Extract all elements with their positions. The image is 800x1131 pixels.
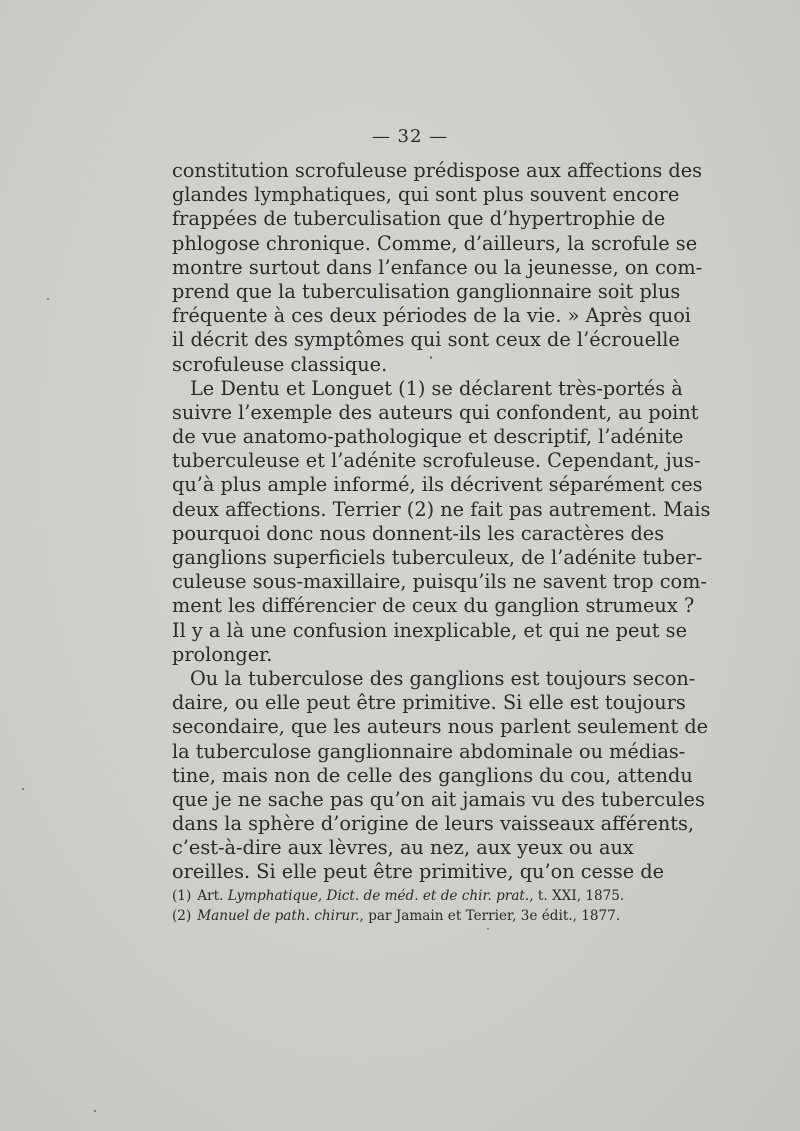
text-line: suivre l’exemple des auteurs qui confondent, au point bbox=[172, 400, 699, 424]
text-line: deux affections. Terrier (2) ne fait pas autrement. Mais bbox=[172, 497, 711, 521]
paper-speck bbox=[47, 298, 49, 300]
footnote-number: (1) bbox=[172, 888, 192, 904]
paper-speck bbox=[22, 788, 24, 790]
footnote-prefix: Art. bbox=[197, 888, 228, 904]
text-line: secondaire, que les auteurs nous parlent seulement de bbox=[172, 715, 709, 739]
text-line: qu’à plus ample informé, ils décrivent séparément ces bbox=[172, 473, 703, 497]
footnote-details: , par Jamain et Terrier, 3e édit., 1877. bbox=[359, 908, 621, 924]
text-line: ment les différencier de ceux du ganglion strumeux ? bbox=[172, 594, 695, 618]
text-line: frappées de tuberculisation que d’hypertrophie de bbox=[172, 207, 666, 231]
text-line: c’est-à-dire aux lèvres, au nez, aux yeux ou aux bbox=[172, 836, 634, 860]
text-line: scrofuleuse classique. bbox=[172, 352, 388, 376]
paper-speck bbox=[487, 928, 489, 930]
text-line: dans la sphère d’origine de leurs vaisseaux afférents, bbox=[172, 812, 695, 836]
text-line: oreilles. Si elle peut être primitive, qu’on cesse de bbox=[172, 860, 665, 884]
text-line: tuberculeuse et l’adénite scrofuleuse. Cependant, jus- bbox=[172, 449, 701, 473]
text-line: culeuse sous-maxillaire, puisqu’ils ne savent trop com- bbox=[172, 570, 707, 594]
text-line: constitution scrofuleuse prédispose aux affections des bbox=[172, 159, 703, 182]
text-line: montre surtout dans l’enfance ou la jeunesse, on com- bbox=[172, 255, 703, 279]
text-line: glandes lymphatiques, qui sont plus souvent encore bbox=[172, 183, 680, 207]
paper-speck bbox=[94, 1110, 96, 1112]
text-line: prolonger. bbox=[172, 642, 273, 666]
footnote-details: , t. XXI, 1875. bbox=[529, 888, 625, 904]
page-number: — 32 — bbox=[371, 126, 449, 147]
footnote-title: Lymphatique, Dict. de méd. et de chir. prat. bbox=[227, 888, 530, 904]
text-line: Le Dentu et Longuet (1) se déclarent très-portés à bbox=[190, 376, 683, 400]
paper-speck bbox=[430, 356, 432, 359]
body-text bbox=[172, 159, 711, 885]
footnote-number: (2) bbox=[172, 908, 192, 924]
text-line: Ou la tuberculose des ganglions est toujours secon- bbox=[190, 666, 696, 690]
text-line: de vue anatomo-pathologique et descriptif, l’adénite bbox=[172, 425, 684, 449]
text-line: fréquente à ces deux périodes de la vie. » Après quoi bbox=[172, 304, 691, 328]
text-line: pourquoi donc nous donnent-ils les caractères des bbox=[172, 521, 665, 545]
text-line: daire, ou elle peut être primitive. Si elle est toujours bbox=[172, 691, 686, 715]
text-line: phlogose chronique. Comme, d’ailleurs, la scrofule se bbox=[172, 231, 698, 255]
footnote bbox=[172, 906, 632, 926]
footnote bbox=[172, 886, 632, 906]
footnote-title: Manuel de path. chirur. bbox=[197, 908, 360, 924]
text-line: que je ne sache pas qu’on ait jamais vu des tubercules bbox=[172, 787, 705, 811]
text-line: ganglions superficiels tuberculeux, de l’adénite tuber- bbox=[172, 546, 703, 569]
text-line: Il y a là une confusion inexplicable, et qui ne peut se bbox=[172, 618, 687, 642]
footnotes bbox=[172, 886, 632, 926]
text-line: la tuberculose ganglionnaire abdominale ou médias- bbox=[172, 739, 686, 763]
text-line: tine, mais non de celle des ganglions du cou, attendu bbox=[172, 763, 693, 787]
text-line: prend que la tuberculisation ganglionnaire soit plus bbox=[172, 279, 681, 303]
text-line: il décrit des symptômes qui sont ceux de l’écrouelle bbox=[172, 328, 680, 352]
